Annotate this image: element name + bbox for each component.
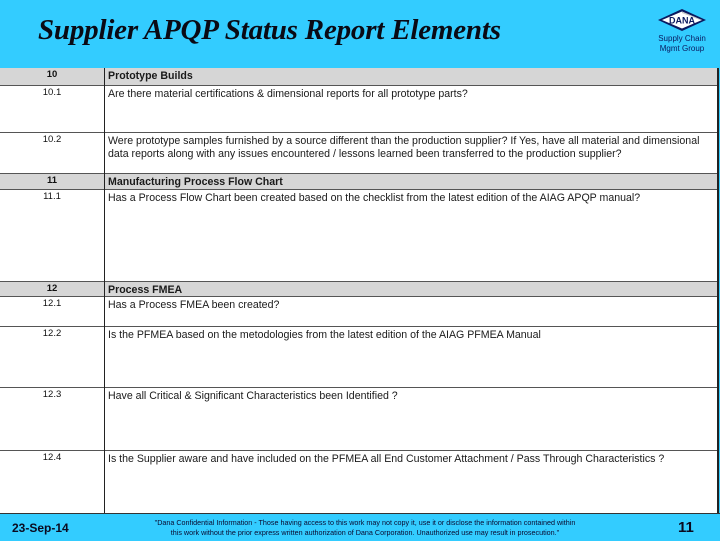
row-number: 10 (46, 69, 58, 80)
slide-header (0, 0, 720, 68)
row-text: Have all Critical & Significant Characteristics been Identified ? (108, 390, 398, 402)
row-text: Were prototype samples furnished by a source different than the production supplier? If Yes, have all material and dimensional data reports along with any issues encountered / lessons learned been transferred to the production supplier? (108, 135, 700, 160)
item-row-12-3 (0, 387, 717, 450)
item-row-11-1 (0, 189, 717, 281)
logo-sub-line1: Supply Chain (658, 34, 706, 43)
row-number: 10.1 (42, 87, 62, 98)
row-number: 11.1 (43, 191, 61, 202)
apqp-table (0, 68, 719, 513)
confidentiality-line1: "Dana Confidential Information - Those having access to this work may not copy it, use it or disclose the information contained within (154, 518, 576, 527)
item-row-12-1 (0, 296, 717, 326)
row-text: Is the PFMEA based on the metodologies from the latest edition of the AIAG PFMEA Manual (108, 329, 541, 341)
row-text: Has a Process Flow Chart been created based on the checklist from the latest edition of the AIAG APQP manual? (108, 192, 641, 204)
logo-subtitle (652, 34, 712, 53)
logo-sub-line2: Mgmt Group (659, 43, 705, 53)
svg-text:DANA: DANA (669, 15, 695, 26)
dana-diamond-icon (657, 8, 707, 32)
slide-footer (0, 513, 720, 541)
slide-title: Supplier APQP Status Report Elements (38, 14, 501, 46)
row-text: Process FMEA (108, 284, 183, 296)
row-text: Prototype Builds (108, 70, 193, 82)
row-number: 10.2 (42, 134, 62, 145)
row-number: 12.4 (42, 452, 62, 463)
confidentiality-notice (110, 518, 620, 537)
row-number: 12.3 (42, 389, 62, 400)
item-row-12-4 (0, 450, 717, 513)
row-number: 12.2 (42, 328, 62, 339)
section-row-10 (0, 68, 717, 85)
row-number: 12.1 (42, 298, 62, 309)
row-text: Has a Process FMEA been created? (108, 299, 280, 311)
item-row-10-1 (0, 85, 717, 132)
row-number: 12 (46, 283, 58, 294)
item-row-12-2 (0, 326, 717, 387)
column-divider (104, 68, 105, 513)
section-row-11 (0, 173, 717, 189)
item-row-10-2 (0, 132, 717, 173)
page-number: 11 (678, 519, 694, 536)
footer-date: 23-Sep-14 (12, 521, 69, 535)
row-text: Manufacturing Process Flow Chart (108, 176, 283, 188)
confidentiality-line2: this work without the prior express written authorization of Dana Corporation. Unauthorized use may result in prosecution." (170, 527, 560, 537)
dana-logo (652, 8, 712, 64)
row-text: Are there material certifications & dimensional reports for all prototype parts? (108, 88, 468, 100)
row-text: Is the Supplier aware and have included on the PFMEA all End Customer Attachment / Pass Through Characteristics ? (108, 453, 665, 465)
section-row-12 (0, 281, 717, 296)
row-number: 11 (46, 175, 58, 186)
